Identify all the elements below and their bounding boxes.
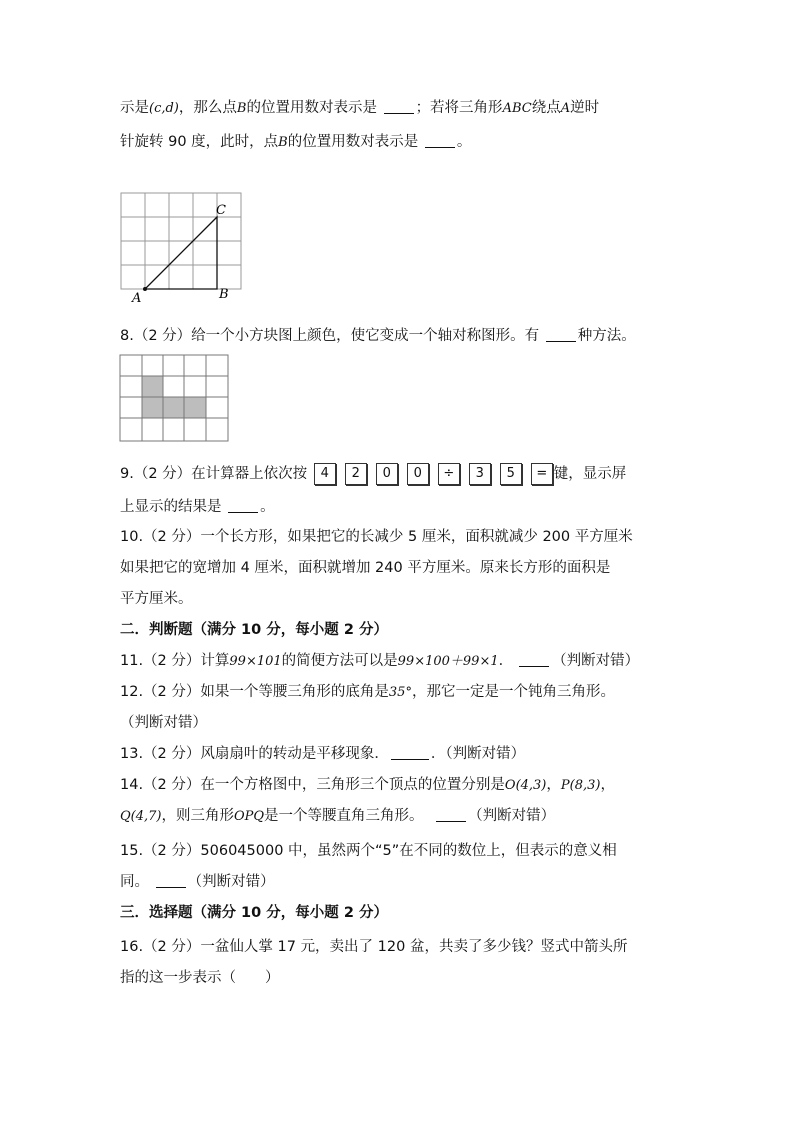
q16-line2: 指的这一步表示（ ） [120,970,280,986]
answer-blank[interactable] [425,133,455,148]
math: Q(4,7) [120,809,162,824]
q9-line1 [120,462,626,486]
text: ， [600,777,615,793]
text: 键，显示屏 [553,466,627,482]
math: A [560,101,571,116]
text: （判断对错） [468,808,556,824]
calculator-key[interactable]: 0 [407,463,429,485]
text: 示是 [120,100,149,116]
q12-line2: （判断对错） [120,715,207,731]
text: 同。 [120,874,149,890]
q7-line1 [120,98,599,119]
q13-line [120,744,525,764]
label-a: A [132,291,142,306]
q14-line2 [120,806,555,827]
math: (c,d) [149,101,179,116]
answer-blank[interactable] [546,327,576,342]
text: 的位置用数对表示是 [287,134,419,150]
text: 12.（2 分）如果一个等腰三角形的底角是 [120,684,389,700]
q10-line2: 如果把它的宽增加 4 厘米，面积就增加 240 平方厘米。原来长方形的面积是 [120,560,611,576]
answer-blank[interactable] [228,498,258,513]
answer-blank[interactable] [436,807,466,822]
triangle-grid-figure [118,190,244,310]
text: （判断对错） [187,874,275,890]
text: 13.（2 分）风扇扇叶的转动是平移现象． [120,746,389,762]
math: ABC [502,101,532,116]
text: （判断对错） [552,653,640,669]
answer-blank[interactable] [519,652,549,667]
calculator-key[interactable]: 5 [500,463,522,485]
text: ，那它一定是一个钝角三角形。 [411,684,615,700]
section-title-choice: 三．选择题（满分 10 分，每小题 2 分） [120,905,388,921]
q15-line1: 15.（2 分）506045000 中，虽然两个“5”在不同的数位上，但表示的意义相 [120,843,617,859]
label-c: C [216,203,226,218]
math: 35° [388,685,412,700]
q8-line [120,326,636,346]
math: 99×101 [229,654,282,669]
answer-blank[interactable] [384,99,414,114]
answer-blank[interactable] [156,873,186,888]
q7-line2 [120,132,471,153]
point-a [143,287,147,291]
text: 9.（2 分）在计算器上依次按 [120,466,308,482]
q15-line2 [120,872,275,892]
math: O(4,3) [504,778,547,793]
text: 种方法。 [577,328,636,344]
calculator-key[interactable]: 2 [345,463,367,485]
q11-line [120,651,639,672]
shaded-grid-figure [118,353,232,445]
triangle-abc [145,217,217,289]
text: 的位置用数对表示是 [246,100,377,116]
calculator-key[interactable]: 0 [376,463,398,485]
q10-line3: 平方厘米。 [120,591,193,607]
calculator-key[interactable]: 4 [314,463,336,485]
math: B [236,101,247,116]
text: 。 [456,134,472,150]
text: ， [546,777,561,793]
calculator-key[interactable]: 3 [469,463,491,485]
text: 14.（2 分）在一个方格图中，三角形三个顶点的位置分别是 [120,777,505,793]
math: 99×100＋99×1 [397,654,499,669]
answer-blank[interactable] [391,745,429,760]
text: 11.（2 分）计算 [120,653,230,669]
text: ，则三角形 [161,808,234,824]
q14-line1 [120,775,615,796]
text: 是一个等腰直角三角形。 [264,808,424,824]
text: ；若将三角形 [415,100,503,116]
text: 。 [260,499,275,515]
q16-line1: 16.（2 分）一盆仙人掌 17 元，卖出了 120 盆，共卖了多少钱？竖式中箭头所 [120,939,628,955]
math: OPQ [233,809,265,824]
calculator-keys [309,466,554,482]
q9-line2 [120,497,275,517]
section-title-judgement: 二．判断题（满分 10 分，每小题 2 分） [120,622,388,638]
math: B [278,135,288,150]
text: 8.（2 分）给一个小方块图上颜色，使它变成一个轴对称图形。有 [120,328,540,344]
text: ，那么点 [178,100,237,116]
text: ．（判断对错） [430,746,526,762]
q12-line1 [120,682,615,703]
math: P(8,3) [560,778,601,793]
text: 的简便方法可以是 [281,653,398,669]
label-b: B [219,287,229,302]
text: 针旋转 90 度，此时，点 [120,134,279,150]
text: 上显示的结果是 [120,499,222,515]
text: ． [498,653,514,669]
text: 绕点 [531,100,561,116]
text: 逆时 [570,100,600,116]
q10-line1: 10.（2 分）一个长方形，如果把它的长减少 5 厘米，面积就减少 200 平方厘米 [120,529,633,545]
calculator-key[interactable]: ÷ [438,463,460,485]
calculator-key[interactable]: = [531,463,553,485]
